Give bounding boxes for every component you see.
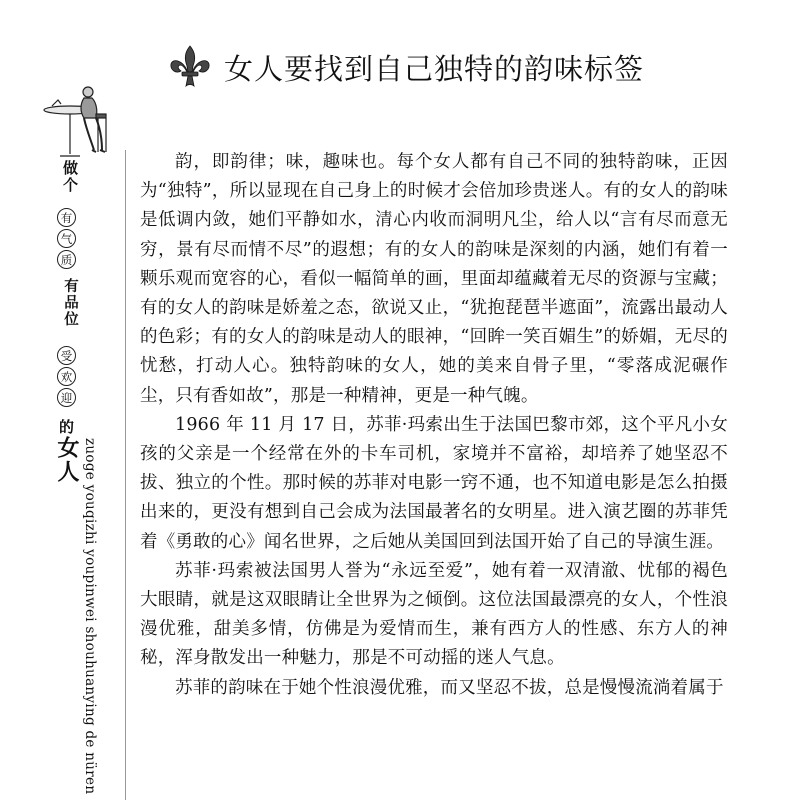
circled-char: 气 [57,229,76,248]
page-title: 女人要找到自己独特的韵味标签 [224,51,645,86]
paragraph: 1966 年 11 月 17 日，苏菲·玛索出生于法国巴黎市郊，这个平凡小女孩的父亲是一个经常在外的卡车司机，家境并不富裕，却培养了她坚忍不拔、独立的个性。那时候的苏菲对电影一窍不通，也不知道电影是怎么拍摄出来的，更没有想到自己会成为法国最著名的女明星。进入演艺圈的苏菲凭着《勇敢的心》闻名世界，之后她从美国回到法国开始了自己的导演生涯。 [140,414,728,552]
paragraph: 苏菲的韵味在于她个性浪漫优雅，而又坚忍不拔，总是慢慢流淌着属于 [175,677,724,698]
circled-char: 欢 [57,367,76,386]
fleur-de-lis-icon [168,44,212,90]
sidebar-line2: 有品位 [62,278,78,328]
circled-char: 受 [57,346,76,365]
sidebar-de: 的 [59,418,75,436]
circled-char: 有 [57,208,76,227]
circled-char: 迎 [57,388,76,407]
sidebar-nvren: 女人 [54,436,80,484]
title-row [168,44,644,90]
sidebar-circled-group2 [57,346,76,407]
sidebar-pinyin: zuoge youqizhi youpinwei shouhuanying de nüren [82,438,98,795]
paragraph: 韵，即韵律；味，趣味也。每个女人都有自己不同的独特韵味，正因为“独特”，所以显现在自己身上的时候才会倍加珍贵迷人。有的女人的韵味是低调内敛，她们平静如水，清心内收而洞明凡尘，给人以“言有尽而意无穷，景有尽而情不尽”的遐想；有的女人的韵味是深刻的内涵，她们有着一颗乐观而宽容的心，看似一幅简单的画，里面却蕴藏着无尽的资源与宝藏；有的女人的韵味是娇羞之态，欲说又止，“犹抱琵琶半遮面”，流露出最动人的色彩；有的女人的韵味是动人的眼神，“回眸一笑百媚生”的娇媚，无尽的忧愁，打动人心。独特韵味的女人，她的美来自骨子里，“零落成泥碾作尘，只有香如故”，那是一种精神，更是一种气魄。 [140,152,728,406]
body-text [140,148,728,703]
sidebar-series-title [50,160,112,795]
sidebar-line1: 做个 [61,160,79,194]
sidebar-circled-group1 [57,208,76,269]
paragraph: 苏菲·玛索被法国男人誉为“永远至爱”，她有着一双清澈、忧郁的褐色大眼睛，就是这双眼睛让全世界为之倾倒。这位法国最漂亮的女人，个性浪漫优雅，甜美多情，仿佛是为爱情而生，兼有西方人的性感、东方人的神秘，浑身散发出一种魅力，那是不可动摇的迷人气息。 [140,560,728,669]
sidebar-divider [125,150,126,800]
circled-char: 质 [57,250,76,269]
woman-at-table-illustration [40,80,115,160]
